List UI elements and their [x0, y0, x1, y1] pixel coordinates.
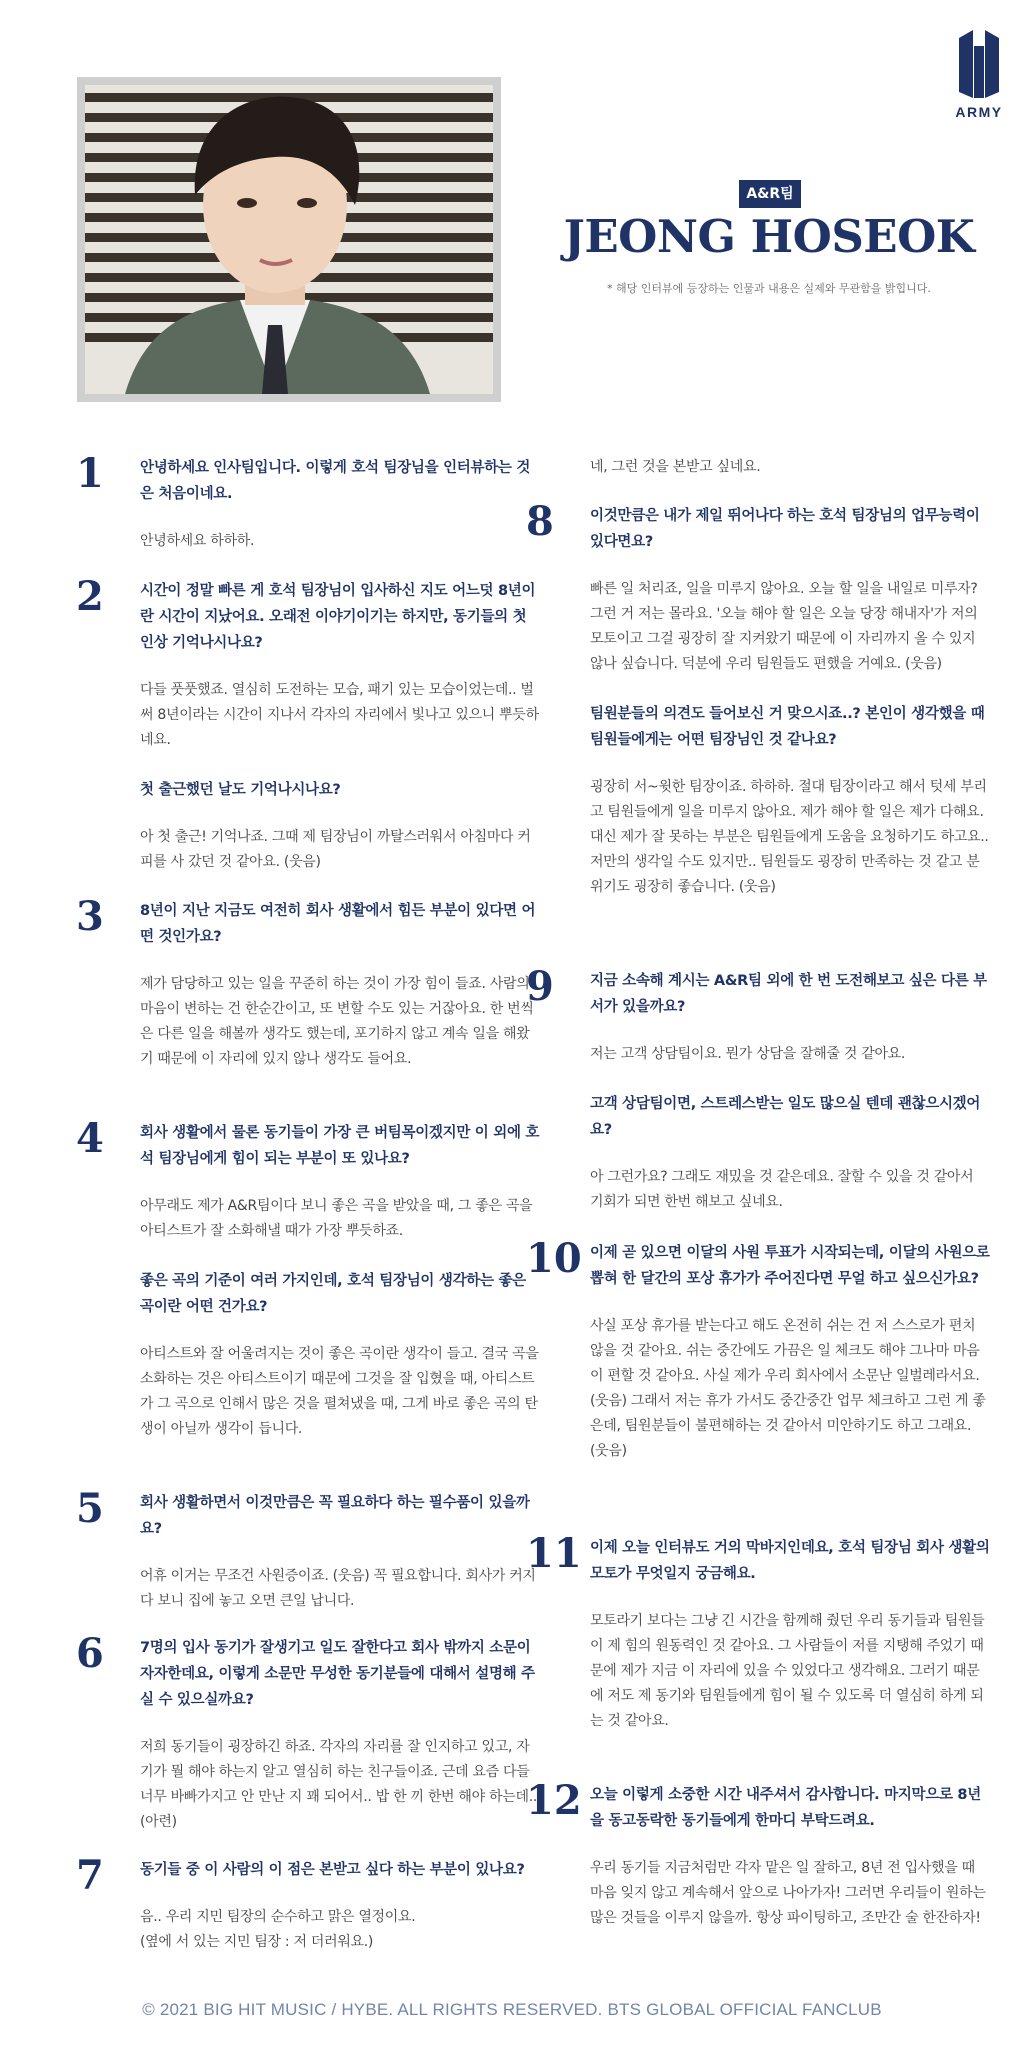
- answer: 빠른 일 처리죠, 일을 미루지 않아요. 오늘 할 일을 내일로 미루자? 그런 거 저는 몰라요. '오늘 해야 할 일은 오늘 당장 해내자'가 저의 모토이고 그걸 굉장히 잘 지켜왔기 때문에 이 자리까지 올 수 있지 않나 싶습니다. 덕분에 우리 팀원들도 편했을 거예요. (웃음): [590, 581, 978, 672]
- question-number: 12: [526, 1777, 582, 1824]
- qa-block-2: [76, 573, 540, 899]
- question-number: 1: [76, 450, 104, 497]
- question: 고객 상담팀이면, 스트레스받는 일도 많으실 텐데 괜찮으시겠어요?: [590, 1096, 981, 1138]
- question: 팀원분들의 의견도 들어보신 거 맞으시죠..? 본인이 생각했을 때 팀원들에게는 어떤 팀장님인 것 같나요?: [590, 706, 985, 748]
- qa-block-10: [526, 1235, 990, 1488]
- answer: 아무래도 제가 A&R팀이다 보니 좋은 곡을 받았을 때, 그 좋은 곡을 아티스트가 잘 소화해낼 때가 가장 뿌듯하죠.: [140, 1198, 533, 1239]
- question: 동기들 중 이 사람의 이 점은 본받고 싶다 하는 부분이 있나요?: [140, 1862, 525, 1878]
- question: 지금 소속해 계시는 A&R팀 외에 한 번 도전해보고 싶은 다른 부서가 있을까요?: [590, 973, 987, 1015]
- question: 8년이 지난 지금도 여전히 회사 생활에서 힘든 부분이 있다면 어떤 것인가요?: [140, 903, 536, 945]
- qa-block-1: [76, 450, 540, 578]
- question: 좋은 곡의 기준이 여러 가지인데, 호석 팀장님이 생각하는 좋은 곡이란 어떤 건가요?: [140, 1273, 526, 1315]
- qa-block-5: [76, 1485, 540, 1638]
- answer: 저희 동기들이 굉장하긴 하죠. 각자의 자리를 잘 인지하고 있고, 자기가 뭘 해야 하는지 알고 열심히 하는 친구들이죠. 근데 요즘 다들 너무 바빠가지고 안 만난 지 꽤 되어서.. 밥 한 끼 한번 해야 하는데.. (아련): [140, 1739, 538, 1830]
- qa-block-8: [526, 498, 990, 924]
- answer: 우리 동기들 지금처럼만 각자 맡은 일 잘하고, 8년 전 입사했을 때 마음 잊지 않고 계속해서 앞으로 나아가자! 그러면 우리들이 원하는 많은 것들을 이루지 않을까. 항상 파이팅하고, 조만간 술 한잔하자!: [590, 1860, 986, 1926]
- answer: 제가 담당하고 있는 일을 꾸준히 하는 것이 가장 힘이 들죠. 사람의 마음이 변하는 건 한순간이고, 또 변할 수도 있는 거잖아요. 한 번씩은 다른 일을 해볼까 생각도 했는데, 포기하지 않고 계속 일을 해왔기 때문에 이 자리에 있지 않나 생각도 들어요.: [140, 976, 534, 1067]
- question: 오늘 이렇게 소중한 시간 내주셔서 감사합니다. 마지막으로 8년을 동고동락한 동기들에게 한마디 부탁드려요.: [590, 1787, 981, 1829]
- answer: 아 그런가요? 그래도 재밌을 것 같은데요. 잘할 수 있을 것 같아서 기회가 되면 한번 해보고 싶네요.: [590, 1169, 974, 1210]
- question-number: 2: [76, 573, 104, 620]
- answer: 안녕하세요 하하하.: [140, 533, 255, 549]
- qa-block-6: [76, 1630, 540, 1859]
- answer-aside: (옆에 서 있는 지민 팀장 : 저 더러워요.): [140, 1934, 374, 1950]
- question-number: 9: [526, 963, 554, 1010]
- question-number: 8: [526, 498, 554, 545]
- question-number: 11: [526, 1530, 582, 1577]
- question: 첫 출근했던 날도 기억나시나요?: [140, 782, 341, 798]
- answer: 다들 풋풋했죠. 열심히 도전하는 모습, 패기 있는 모습이었는데.. 벌써 8년이라는 시간이 지나서 각자의 자리에서 빛나고 있으니 뿌듯하네요.: [140, 682, 539, 748]
- answer: 모토라기 보다는 그냥 긴 시간을 함께해 줬던 우리 동기들과 팀원들이 제 힘의 원동력인 것 같아요. 그 사람들이 저를 지탱해 주었기 때문에 제가 지금 이 자리에 있을 수 있었다고 생각해요. 그러기 때문에 저도 제 동기와 팀원들에게 힘이 될 수 있도록 더 열심히 하게 되는 것 같아요.: [590, 1613, 985, 1729]
- qa-block-4: [76, 1115, 540, 1466]
- question: 7명의 입사 동기가 잘생기고 일도 잘한다고 회사 밖까지 소문이 자자한데요, 이렇게 소문만 무성한 동기분들에 대해서 설명해 주실 수 있으실까요?: [140, 1640, 535, 1708]
- question-number: 3: [76, 893, 104, 940]
- qa-block-7: [76, 1852, 540, 1979]
- answer: 아티스트와 잘 어울려지는 것이 좋은 곡이란 생각이 들고. 결국 곡을 소화하는 것은 아티스트이기 때문에 그것을 잘 입혔을 때, 아티스트가 그 곡으로 인해서 많은 것을 펼쳐냈을 때, 그게 바로 좋은 곡의 탄생이 아닐까 생각이 듭니다.: [140, 1346, 539, 1437]
- qa-block-11: [526, 1530, 990, 1758]
- answer: 네, 그런 것을 본받고 싶네요.: [590, 459, 761, 475]
- answer: 굉장히 서~윗한 팀장이죠. 하하하. 절대 팀장이라고 해서 텃세 부리고 팀원들에게 일을 미루지 않아요. 제가 해야 할 일은 제가 다해요. 대신 제가 잘 못하는 부분은 팀원들에게 도움을 요청하기도 하고요.. 저만의 생각일 수도 있지만.. 팀원들도 굉장히 만족하는 것 같고 분위기도 굉장히 좋습니다. (웃음): [590, 779, 989, 895]
- question: 이것만큼은 내가 제일 뛰어나다 하는 호석 팀장님의 업무능력이 있다면요?: [590, 508, 980, 550]
- interviewee-name: JEONG HOSEOK: [563, 210, 975, 263]
- question: 안녕하세요 인사팀입니다. 이렇게 호석 팀장님을 인터뷰하는 것은 처음이네요.: [140, 460, 531, 502]
- question: 회사 생활하면서 이것만큼은 꼭 필요하다 하는 필수품이 있을까요?: [140, 1495, 530, 1537]
- profile-photo: [77, 77, 501, 402]
- answer: 어휴 이거는 무조건 사원증이죠. (웃음) 꼭 필요합니다. 회사가 커지다 보니 집에 놓고 오면 큰일 납니다.: [140, 1568, 536, 1609]
- question: 회사 생활에서 물론 동기들이 가장 큰 버팀목이겠지만 이 외에 호석 팀장님에게 힘이 되는 부분이 또 있나요?: [140, 1125, 540, 1167]
- question-number: 7: [76, 1852, 104, 1899]
- qa-block-9: [526, 963, 990, 1239]
- answer: 음.. 우리 지민 팀장의 순수하고 맑은 열정이요.: [140, 1909, 416, 1925]
- question: 이제 곧 있으면 이달의 사원 투표가 시작되는데, 이달의 사원으로 뽑혀 한 달간의 포상 휴가가 주어진다면 무얼 하고 싶으신가요?: [590, 1245, 990, 1287]
- team-badge: A&R팀: [739, 180, 801, 208]
- army-emblem-icon: [957, 28, 1001, 100]
- question-number: 10: [526, 1235, 582, 1282]
- answer: 아 첫 출근! 기억나죠. 그때 제 팀장님이 까탈스러워서 아침마다 커피를 사 갔던 것 같아요. (웃음): [140, 829, 531, 870]
- question: 이제 오늘 인터뷰도 거의 막바지인데요, 호석 팀장님 회사 생활의 모토가 무엇일지 궁금해요.: [590, 1540, 990, 1582]
- question: 시간이 정말 빠른 게 호석 팀장님이 입사하신 지도 어느덧 8년이란 시간이 지났어요. 오래전 이야기이기는 하지만, 동기들의 첫인상 기억나시나요?: [140, 583, 536, 651]
- logo-text: ARMY: [955, 104, 1003, 120]
- question-number: 5: [76, 1485, 104, 1532]
- question-number: 6: [76, 1630, 104, 1677]
- answer: 사실 포상 휴가를 받는다고 해도 온전히 쉬는 건 저 스스로가 편치 않을 것 같아요. 쉬는 중간에도 가끔은 일 체크도 해야 그나마 마음이 편할 것 같아요. 사실 제가 우리 회사에서 소문난 일벌레라서요. (웃음) 그래서 저는 휴가 가서도 중간중간 업무 체크하고 그런 게 좋은데, 팀원분들이 불편해하는 것 같아서 미안하기도 하고 그래요. (웃음): [590, 1318, 986, 1459]
- disclaimer: * 해당 인터뷰에 등장하는 인물과 내용은 실제와 무관함을 밝힙니다.: [607, 282, 931, 295]
- army-logo: [954, 28, 1004, 120]
- copyright-footer: © 2021 BIG HIT MUSIC / HYBE. ALL RIGHTS RESERVED. BTS GLOBAL OFFICIAL FANCLUB: [142, 2000, 882, 2019]
- qa-block-7-continued: [590, 455, 990, 504]
- question-number: 4: [76, 1115, 104, 1162]
- qa-block-12: [526, 1777, 990, 1955]
- answer: 저는 고객 상담팀이요. 뭔가 상담을 잘해줄 것 같아요.: [590, 1046, 906, 1062]
- qa-block-3: [76, 893, 540, 1096]
